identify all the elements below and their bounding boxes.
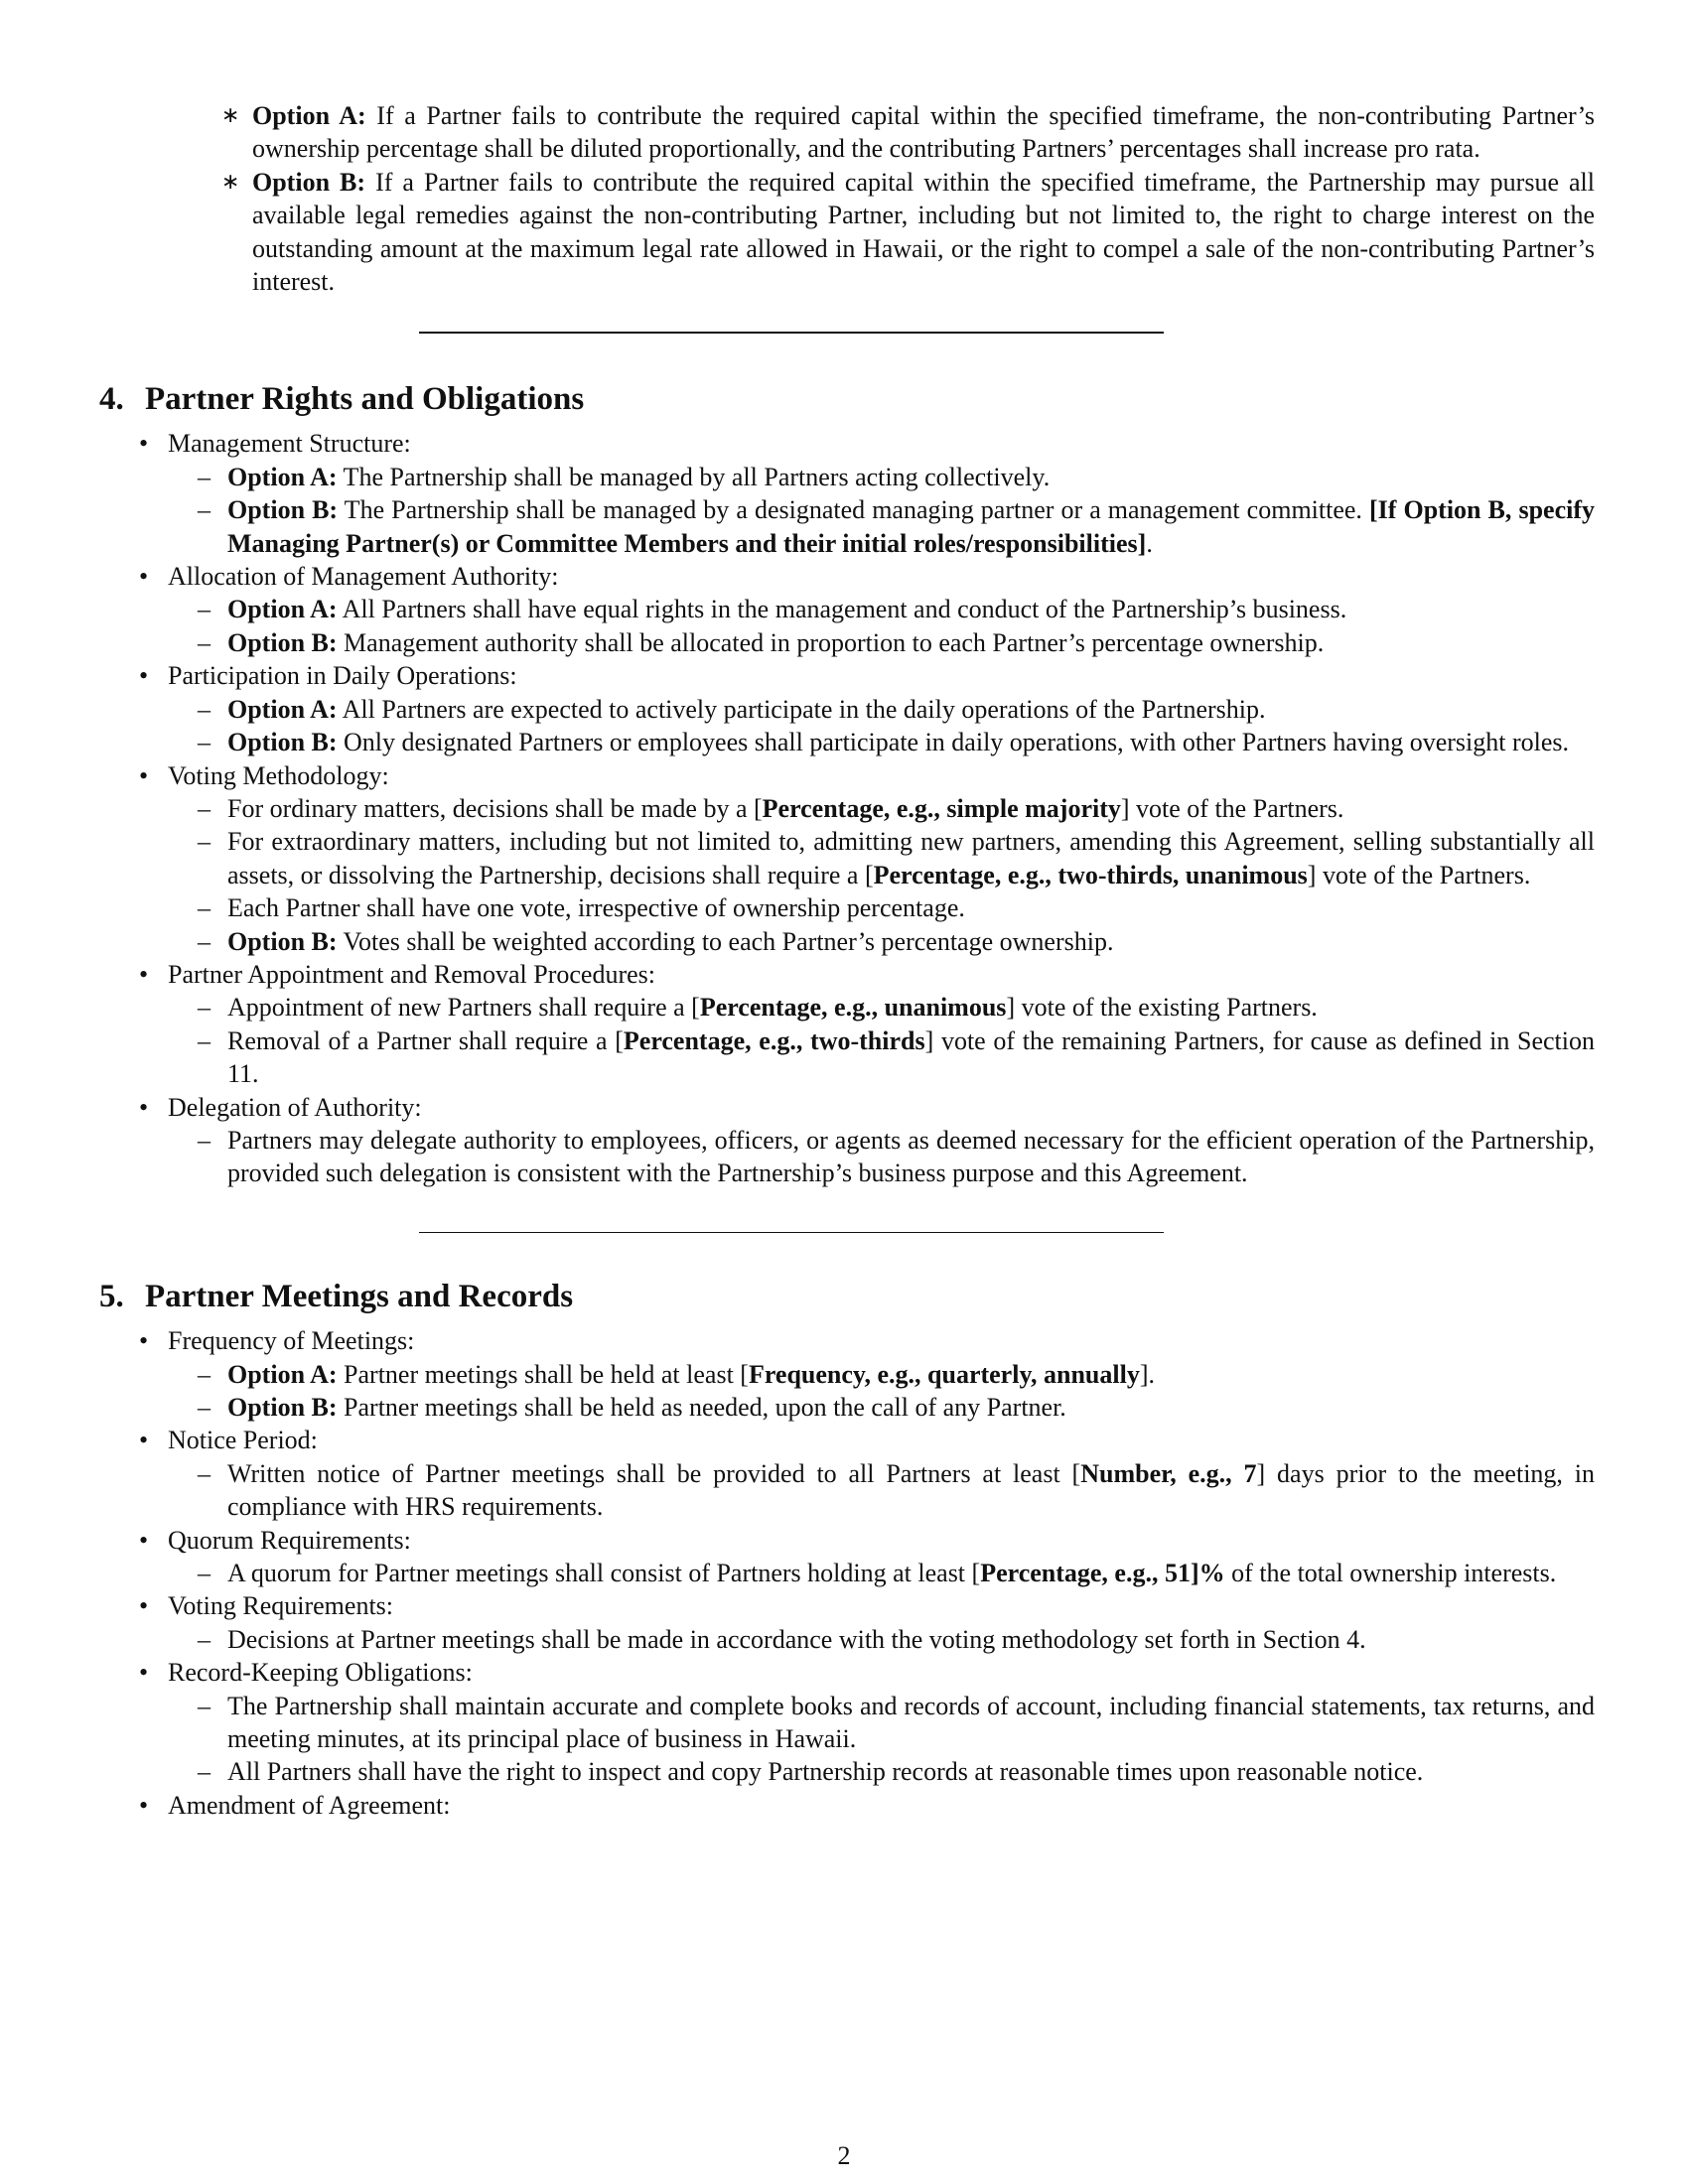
list-item: – For extraordinary matters, including but not limited to, admitting new partners, amending this Agreement, selling substantially all assets, or dissolving the Partnership, decisions shall require a [Percentage, e.g., two-thirds, unanimous] vote of the Partners.	[168, 825, 1595, 891]
list-item: – Each Partner shall have one vote, irrespective of ownership percentage.	[168, 891, 1595, 924]
section-divider	[419, 332, 1164, 334]
allocation-authority-label: • Allocation of Management Authority:	[168, 562, 559, 591]
section-4-list	[99, 427, 1595, 1189]
page-content	[99, 99, 1595, 1822]
list-item: – Option B: The Partnership shall be managed by a designated managing partner or a management committee. [If Option B, specify Managing Partner(s) or Committee Members and their initial roles/responsibilities].	[168, 493, 1595, 560]
delegation-label: • Delegation of Authority:	[168, 1093, 422, 1122]
list-item: – For ordinary matters, decisions shall be made by a [Percentage, e.g., simple majority] vote of the Partners.	[168, 792, 1595, 825]
section-5-heading: 5. Partner Meetings and Records	[99, 1279, 574, 1315]
list-item	[99, 659, 1595, 758]
voting-methodology-label: • Voting Methodology:	[168, 761, 389, 790]
option-a-item: ∗ Option A: If a Partner fails to contribute the required capital within the specified timeframe, the non-contributing Partner’s ownership percentage shall be diluted proportionally, and the contributing Partners’ percentages shall increase pro rata.	[252, 99, 1595, 166]
list-item: – Partners may delegate authority to employees, officers, or agents as deemed necessary for the efficient operation of the Partnership, provided such delegation is consistent with the Partnership’s business purpose and this Agreement.	[168, 1124, 1595, 1190]
list-item: – Option A: All Partners shall have equal rights in the management and conduct of the Partnership’s business.	[168, 593, 1595, 625]
management-structure-label: • Management Structure:	[168, 429, 411, 458]
list-item	[99, 427, 1595, 560]
capital-default-options	[252, 99, 1595, 298]
list-item: – Option A: The Partnership shall be managed by all Partners acting collectively.	[168, 461, 1595, 493]
list-item: – A quorum for Partner meetings shall consist of Partners holding at least [Percentage, e.g., 51]% of the total ownership interests.	[168, 1557, 1595, 1589]
list-item: – Removal of a Partner shall require a [Percentage, e.g., two-thirds] vote of the remaining Partners, for cause as defined in Section 11.	[168, 1024, 1595, 1091]
appointment-removal-label: • Partner Appointment and Removal Procedures:	[168, 960, 655, 989]
list-item	[99, 1324, 1595, 1424]
voting-requirements-label: • Voting Requirements:	[168, 1591, 393, 1620]
list-item	[99, 1424, 1595, 1523]
list-item	[99, 759, 1595, 958]
list-item: – Option B: Management authority shall be allocated in proportion to each Partner’s percentage ownership.	[168, 626, 1595, 659]
list-item	[99, 1091, 1595, 1190]
list-item: – Option B: Votes shall be weighted according to each Partner’s percentage ownership.	[168, 925, 1595, 958]
list-item	[99, 560, 1595, 659]
section-4-heading: 4. Partner Rights and Obligations	[99, 381, 585, 418]
list-item	[99, 1524, 1595, 1590]
list-item	[99, 1656, 1595, 1789]
list-item	[99, 1589, 1595, 1656]
daily-operations-label: • Participation in Daily Operations:	[168, 661, 517, 690]
list-item: – Option B: Partner meetings shall be held as needed, upon the call of any Partner.	[168, 1391, 1595, 1424]
list-item: – Decisions at Partner meetings shall be made in accordance with the voting methodology set forth in Section 4.	[168, 1623, 1595, 1656]
amendment-label: • Amendment of Agreement:	[168, 1791, 450, 1820]
notice-period-label: • Notice Period:	[168, 1426, 318, 1454]
list-item: – Written notice of Partner meetings shall be provided to all Partners at least [Number, e.g., 7] days prior to the meeting, in compliance with HRS requirements.	[168, 1457, 1595, 1524]
quorum-label: • Quorum Requirements:	[168, 1526, 411, 1555]
list-item	[99, 1789, 1595, 1822]
list-item	[99, 958, 1595, 1091]
list-item: – All Partners shall have the right to inspect and copy Partnership records at reasonable times upon reasonable notice.	[168, 1755, 1595, 1788]
frequency-label: • Frequency of Meetings:	[168, 1326, 414, 1355]
option-b-item: ∗ Option B: If a Partner fails to contribute the required capital within the specified timeframe, the Partnership may pursue all available legal remedies against the non-contributing Partner, including but not limited to, the right to charge interest on the outstanding amount at the maximum legal rate allowed in Hawaii, or the right to compel a sale of the non-contributing Partner’s interest.	[252, 166, 1595, 299]
list-item: – Option A: Partner meetings shall be held at least [Frequency, e.g., quarterly, annually].	[168, 1358, 1595, 1391]
section-divider	[419, 1232, 1164, 1233]
record-keeping-label: • Record-Keeping Obligations:	[168, 1658, 473, 1687]
section-5-list	[99, 1324, 1595, 1822]
list-item: – Option A: All Partners are expected to actively participate in the daily operations of the Partnership.	[168, 693, 1595, 726]
page-number: 2	[837, 2141, 851, 2170]
list-item: – Appointment of new Partners shall require a [Percentage, e.g., unanimous] vote of the existing Partners.	[168, 991, 1595, 1024]
list-item: – The Partnership shall maintain accurate and complete books and records of account, including financial statements, tax returns, and meeting minutes, at its principal place of business in Hawaii.	[168, 1690, 1595, 1756]
list-item: – Option B: Only designated Partners or employees shall participate in daily operations, with other Partners having oversight roles.	[168, 726, 1595, 758]
